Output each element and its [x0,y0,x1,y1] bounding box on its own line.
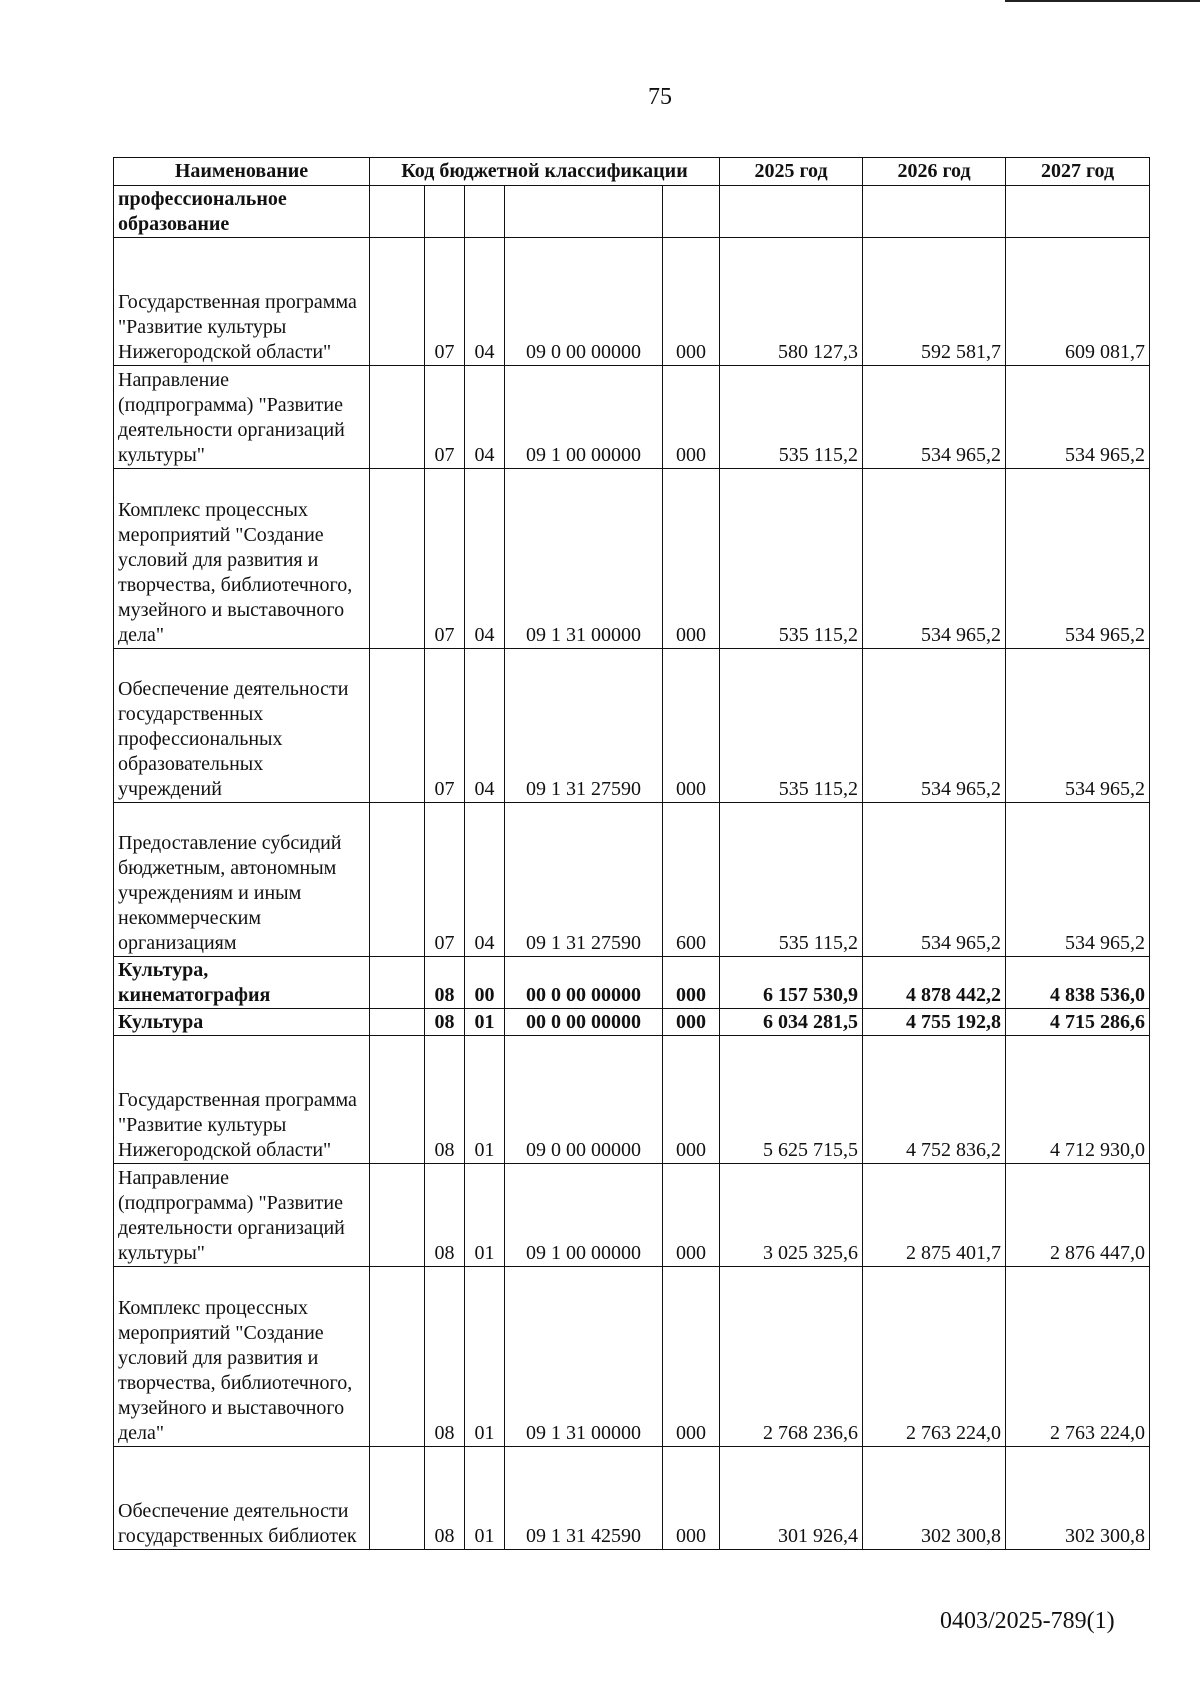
row-empty-cell [370,1447,425,1550]
row-section: 07 [425,803,465,957]
row-value-2026: 4 752 836,2 [863,1036,1006,1164]
row-name: Обеспечение деятельности государственных библиотек [114,1447,370,1550]
table-row [114,366,1150,469]
row-target-code: 09 1 31 27590 [505,803,663,957]
row-expense-type: 000 [663,1009,720,1036]
row-empty-cell [370,186,425,238]
row-subsection: 04 [465,469,505,649]
row-empty-cell [370,803,425,957]
row-section: 08 [425,957,465,1009]
row-value-2026: 4 755 192,8 [863,1009,1006,1036]
row-section: 07 [425,649,465,803]
row-empty-cell [370,366,425,469]
row-name: Направление (подпрограмма) "Развитие деятельности организаций культуры" [114,1164,370,1267]
table-row [114,803,1150,957]
document-registration-code: 0403/2025-789(1) [940,1608,1115,1634]
row-expense-type: 000 [663,1447,720,1550]
row-value-2025: 580 127,3 [720,238,863,366]
row-empty-cell [370,957,425,1009]
row-value-2026: 534 965,2 [863,649,1006,803]
row-subsection: 01 [465,1267,505,1447]
row-value-2025: 535 115,2 [720,469,863,649]
row-expense-type: 000 [663,238,720,366]
row-value-2027: 4 715 286,6 [1006,1009,1150,1036]
row-name: Культура, кинематография [114,957,370,1009]
row-section: 08 [425,1447,465,1550]
row-name: Комплекс процессных мероприятий "Создание условий для развития и творчества, библиотечного, музейного и выставочного дела" [114,469,370,649]
row-value-2025: 535 115,2 [720,649,863,803]
row-value-2026 [863,186,1006,238]
table-header-row [114,158,1150,186]
row-section: 07 [425,366,465,469]
table-row [114,238,1150,366]
row-name: Комплекс процессных мероприятий "Создание условий для развития и творчества, библиотечного, музейного и выставочного дела" [114,1267,370,1447]
row-name: Предоставление субсидий бюджетным, автономным учреждениям и иным некоммерческим организациям [114,803,370,957]
row-target-code: 09 0 00 00000 [505,238,663,366]
row-section: 07 [425,469,465,649]
row-value-2025: 5 625 715,5 [720,1036,863,1164]
row-subsection: 01 [465,1036,505,1164]
row-value-2025: 6 034 281,5 [720,1009,863,1036]
row-value-2025: 535 115,2 [720,803,863,957]
row-name: Государственная программа "Развитие культуры Нижегородской области" [114,238,370,366]
table-row [114,1267,1150,1447]
row-target-code [505,186,663,238]
row-target-code: 09 1 31 42590 [505,1447,663,1550]
row-value-2027: 534 965,2 [1006,649,1150,803]
row-target-code: 09 0 00 00000 [505,1036,663,1164]
row-value-2026: 592 581,7 [863,238,1006,366]
row-expense-type [663,186,720,238]
row-subsection: 01 [465,1447,505,1550]
row-value-2026: 2 875 401,7 [863,1164,1006,1267]
row-section [425,186,465,238]
row-expense-type: 000 [663,649,720,803]
header-code: Код бюджетной классификации [370,158,720,186]
row-value-2026: 302 300,8 [863,1447,1006,1550]
table-row [114,957,1150,1009]
row-target-code: 09 1 00 00000 [505,366,663,469]
row-empty-cell [370,1267,425,1447]
top-edge-line [1005,0,1200,2]
table-row [114,1164,1150,1267]
row-value-2026: 4 878 442,2 [863,957,1006,1009]
row-value-2027: 609 081,7 [1006,238,1150,366]
row-value-2026: 534 965,2 [863,803,1006,957]
row-value-2027 [1006,186,1150,238]
row-value-2025: 535 115,2 [720,366,863,469]
row-value-2025: 3 025 325,6 [720,1164,863,1267]
row-empty-cell [370,238,425,366]
header-2025: 2025 год [720,158,863,186]
table-row [114,1036,1150,1164]
row-value-2027: 2 763 224,0 [1006,1267,1150,1447]
row-value-2026: 534 965,2 [863,366,1006,469]
page-number: 75 [648,84,672,110]
row-subsection: 04 [465,366,505,469]
row-target-code: 09 1 31 00000 [505,1267,663,1447]
row-expense-type: 000 [663,1164,720,1267]
row-section: 08 [425,1009,465,1036]
row-section: 08 [425,1036,465,1164]
row-value-2027: 534 965,2 [1006,803,1150,957]
row-value-2027: 534 965,2 [1006,366,1150,469]
row-expense-type: 600 [663,803,720,957]
row-expense-type: 000 [663,1267,720,1447]
row-target-code: 09 1 31 00000 [505,469,663,649]
row-target-code: 09 1 00 00000 [505,1164,663,1267]
row-target-code: 00 0 00 00000 [505,1009,663,1036]
row-section: 07 [425,238,465,366]
header-2027: 2027 год [1006,158,1150,186]
row-expense-type: 000 [663,366,720,469]
row-empty-cell [370,649,425,803]
row-value-2025: 2 768 236,6 [720,1267,863,1447]
row-value-2027: 302 300,8 [1006,1447,1150,1550]
row-subsection: 04 [465,803,505,957]
table-row [114,1447,1150,1550]
table-row [114,469,1150,649]
row-expense-type: 000 [663,469,720,649]
row-subsection: 01 [465,1009,505,1036]
row-value-2027: 4 712 930,0 [1006,1036,1150,1164]
row-subsection [465,186,505,238]
row-name: Направление (подпрограмма) "Развитие деятельности организаций культуры" [114,366,370,469]
row-value-2027: 534 965,2 [1006,469,1150,649]
budget-table [113,157,1150,1550]
row-name: профессиональное образование [114,186,370,238]
row-value-2026: 534 965,2 [863,469,1006,649]
row-value-2027: 2 876 447,0 [1006,1164,1150,1267]
row-empty-cell [370,1164,425,1267]
row-expense-type: 000 [663,1036,720,1164]
row-subsection: 01 [465,1164,505,1267]
table-row [114,649,1150,803]
row-value-2025: 6 157 530,9 [720,957,863,1009]
row-section: 08 [425,1164,465,1267]
row-target-code: 00 0 00 00000 [505,957,663,1009]
row-name: Государственная программа "Развитие культуры Нижегородской области" [114,1036,370,1164]
header-2026: 2026 год [863,158,1006,186]
row-target-code: 09 1 31 27590 [505,649,663,803]
row-name: Обеспечение деятельности государственных профессиональных образовательных учреждений [114,649,370,803]
table-row [114,186,1150,238]
row-subsection: 04 [465,238,505,366]
row-subsection: 04 [465,649,505,803]
row-value-2027: 4 838 536,0 [1006,957,1150,1009]
header-name: Наименование [114,158,370,186]
row-empty-cell [370,1009,425,1036]
row-subsection: 00 [465,957,505,1009]
row-empty-cell [370,469,425,649]
row-name: Культура [114,1009,370,1036]
row-empty-cell [370,1036,425,1164]
row-section: 08 [425,1267,465,1447]
table-row [114,1009,1150,1036]
row-value-2026: 2 763 224,0 [863,1267,1006,1447]
row-value-2025: 301 926,4 [720,1447,863,1550]
row-value-2025 [720,186,863,238]
row-expense-type: 000 [663,957,720,1009]
